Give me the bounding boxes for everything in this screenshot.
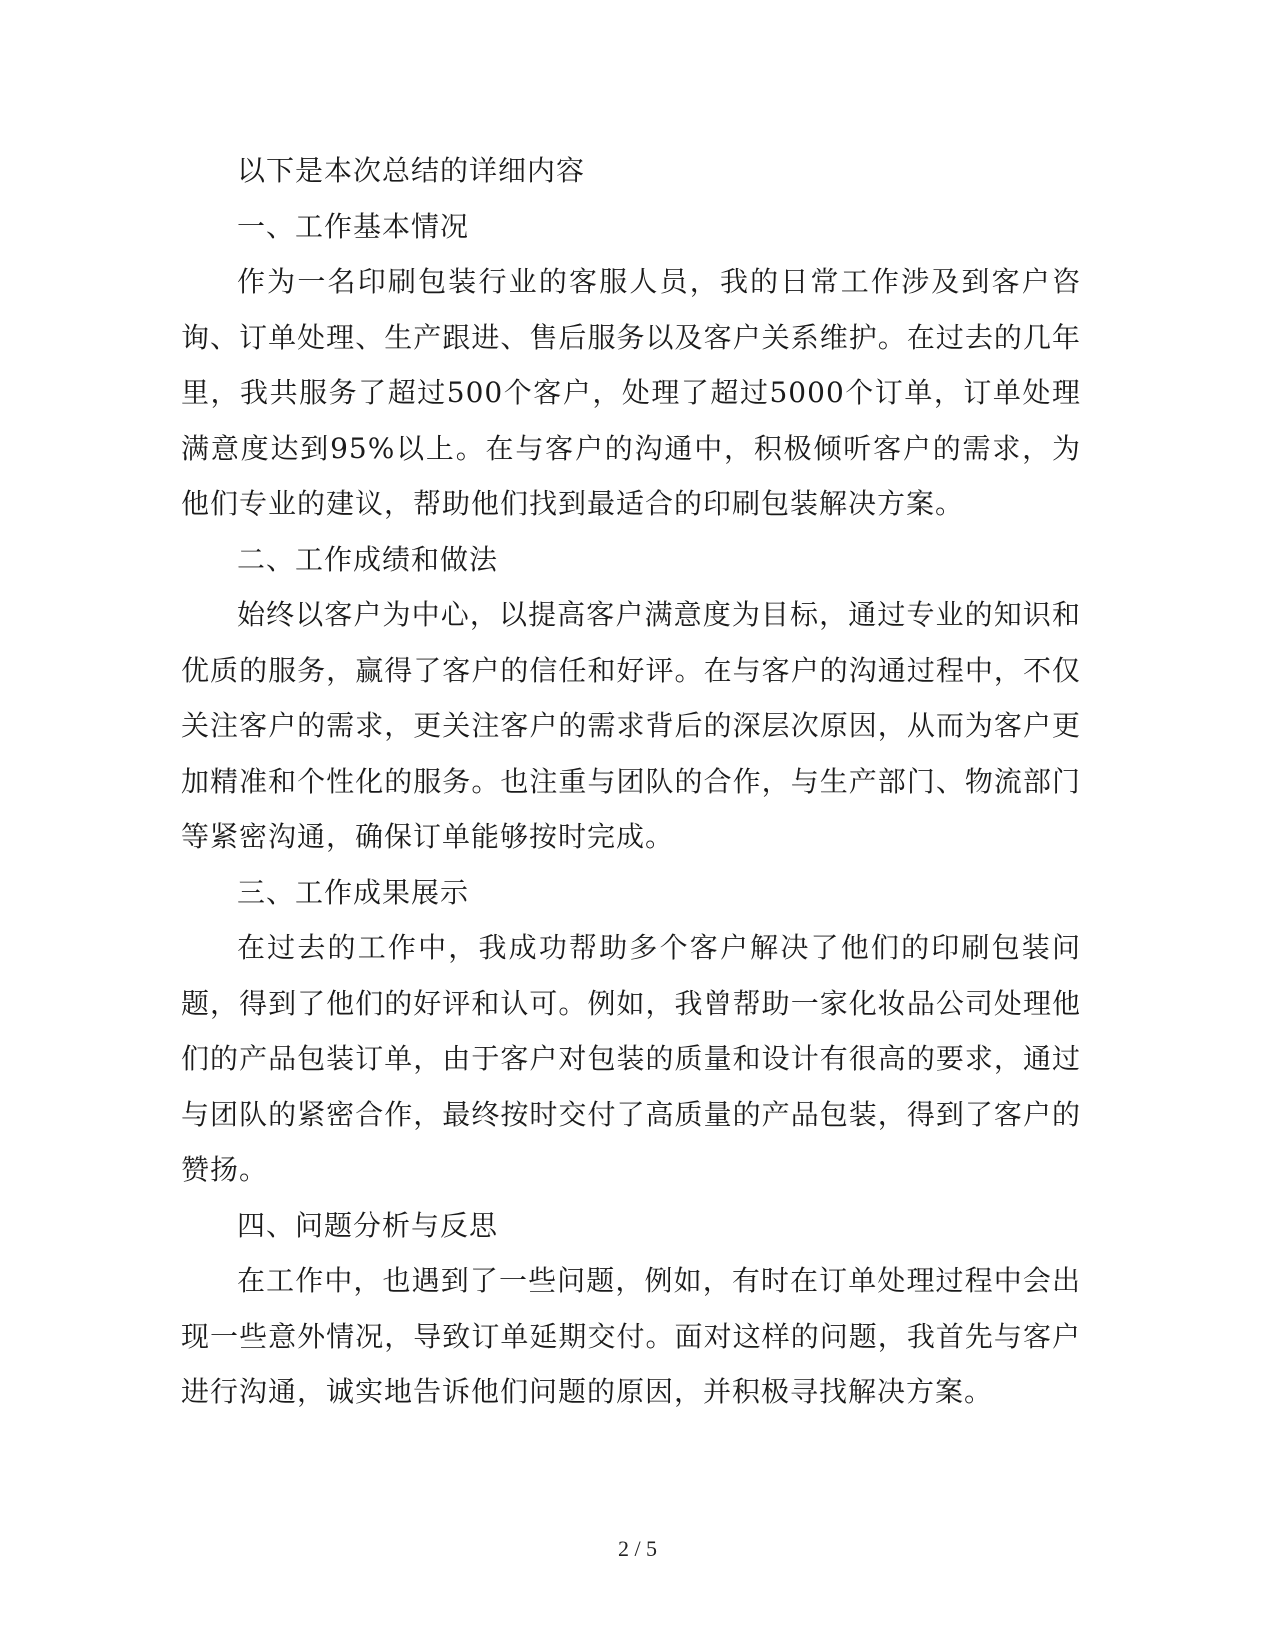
paragraph-achievements: 始终以客户为中心，以提高客户满意度为目标，通过专业的知识和优质的服务，赢得了客户的信任和好评。在与客户的沟通过程中，不仅关注客户的需求，更关注客户的需求背后的深层次原因，从而为客户更加精准和个性化的服务。也注重与团队的合作，与生产部门、物流部门等紧密沟通，确保订单能够按时完成。 (181, 598, 1081, 853)
section-heading-3: 三、工作成果展示 (237, 875, 470, 909)
paragraph-results: 在过去的工作中，我成功帮助多个客户解决了他们的印刷包装问题，得到了他们的好评和认可。例如，我曾帮助一家化妆品公司处理他们的产品包装订单，由于客户对包装的质量和设计有很高的要求，通过与团队的紧密合作，最终按时交付了高质量的产品包装，得到了客户的赞扬。 (181, 931, 1081, 1186)
page-number: 2 / 5 (617, 1536, 658, 1561)
section-heading-4: 四、问题分析与反思 (237, 1208, 499, 1242)
intro-line: 以下是本次总结的详细内容 (237, 154, 586, 187)
section-heading-1: 一、工作基本情况 (237, 209, 470, 243)
section-heading-2: 二、工作成绩和做法 (237, 542, 499, 576)
paragraph-basic-situation: 作为一名印刷包装行业的客服人员，我的日常工作涉及到客户咨询、订单处理、生产跟进、售后服务以及客户关系维护。在过去的几年里，我共服务了超过500个客户，处理了超过5000个订单，订单处理满意度达到95%以上。在与客户的沟通中，积极倾听客户的需求，为他们专业的建议，帮助他们找到最适合的印刷包装解决方案。 (181, 265, 1081, 520)
document-body (181, 143, 1081, 1420)
paragraph-problems: 在工作中，也遇到了一些问题，例如，有时在订单处理过程中会出现一些意外情况，导致订单延期交付。面对这样的问题，我首先与客户进行沟通，诚实地告诉他们问题的原因，并积极寻找解决方案。 (181, 1264, 1081, 1408)
